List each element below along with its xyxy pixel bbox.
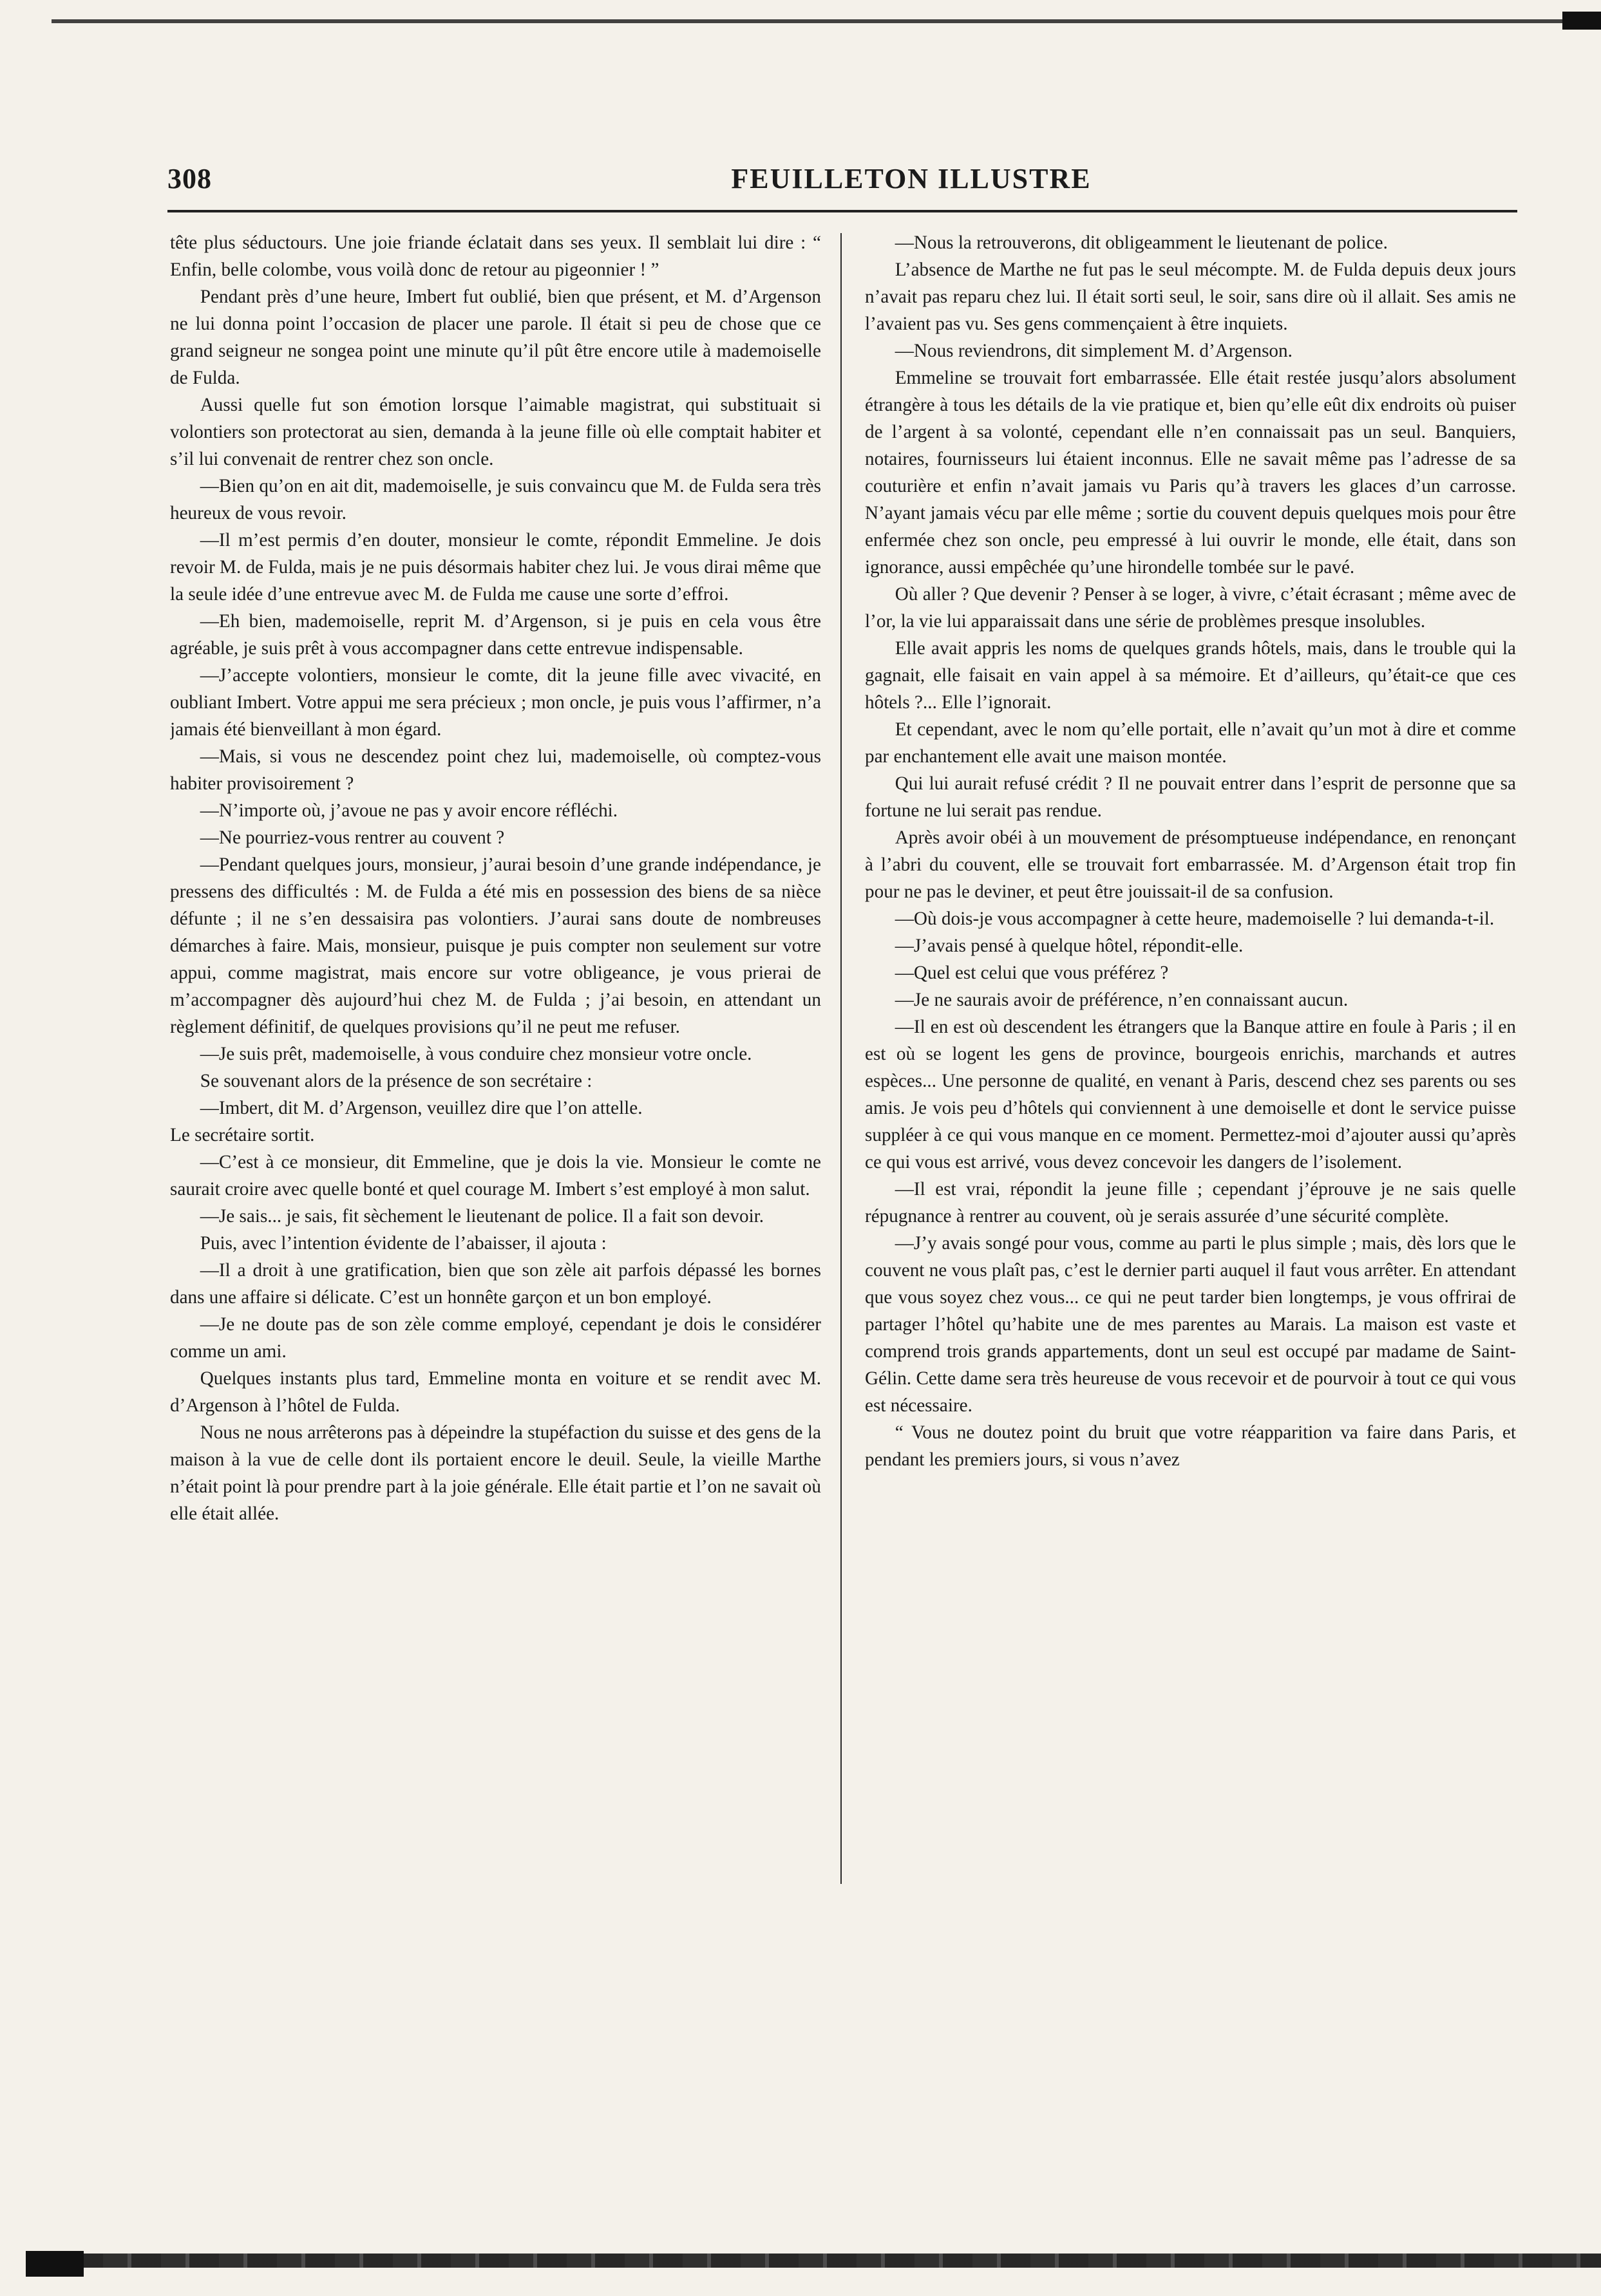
paragraph: Pendant près d’une heure, Imbert fut oublié, bien que présent, et M. d’Argenson ne lui donna point l’occasion de placer une parole. Il était si peu de chose que ce grand seigneur ne songea point une minute qu’il pût être encore utile à mademoiselle de Fulda. [170, 287, 821, 388]
paragraph: —Il est vrai, répondit la jeune fille ; cependant j’éprouve je ne sais quelle répugnance à rentrer au couvent, où je serais assurée d’une sécurité complète. [865, 1179, 1516, 1227]
paragraph: —Bien qu’on en ait dit, mademoiselle, je suis convaincu que M. de Fulda sera très heureux de vous revoir. [170, 476, 821, 523]
running-title: FEUILLETON ILLUSTRE [731, 163, 1092, 194]
paragraph: —Il a droit à une gratification, bien que son zèle ait parfois dépassé les bornes dans une affaire si délicate. C’est un honnête garçon et un bon employé. [170, 1260, 821, 1308]
paragraph: —C’est à ce monsieur, dit Emmeline, que je dois la vie. Monsieur le comte ne saurait croire avec quelle bonté et quel courage M. Imbert s’est employé à mon salut. [170, 1152, 821, 1200]
paragraph: Nous ne nous arrêterons pas à dépeindre la stupéfaction du suisse et des gens de la maison à la vue de celle dont ils portaient encore le deuil. Seule, la vieille Marthe n’était point là pour prendre part à la joie générale. Elle était partie et l’on ne savait où elle était allée. [170, 1422, 821, 1524]
paragraph: —N’importe où, j’avoue ne pas y avoir encore réfléchi. [200, 800, 618, 821]
paragraph: —Où dois-je vous accompagner à cette heure, mademoiselle ? lui demanda-t-il. [895, 908, 1495, 929]
paragraph: —Quel est celui que vous préférez ? [895, 963, 1169, 983]
bottom-border-rule [45, 2254, 1601, 2268]
paragraph: Puis, avec l’intention évidente de l’abaisser, il ajouta : [200, 1233, 607, 1254]
paragraph: —Je suis prêt, mademoiselle, à vous conduire chez monsieur votre oncle. [200, 1044, 752, 1064]
paragraph: Le secrétaire sortit. [170, 1125, 315, 1145]
paragraph: Après avoir obéi à un mouvement de présomptueuse indépendance, en renonçant à l’abri du couvent, elle se trouvait fort embarrassée. M. d’Argenson était trop fin pour ne pas le deviner, et peut être jouissait-il de sa confusion. [865, 827, 1516, 902]
paragraph: Quelques instants plus tard, Emmeline monta en voiture et se rendit avec M. d’Argenson à l’hôtel de Fulda. [170, 1368, 821, 1416]
paragraph: —Nous reviendrons, dit simplement M. d’Argenson. [895, 341, 1293, 361]
paragraph: —Ne pourriez-vous rentrer au couvent ? [200, 827, 505, 848]
bottom-border-mark [26, 2251, 84, 2277]
paragraph: Emmeline se trouvait fort embarrassée. Elle était restée jusqu’alors absolument étrangère à tous les détails de la vie pratique et, bien qu’elle eût dix endroits où puiser de l’argent à sa volonté, cependant elle n’en connaissait pas un seul. Banquiers, notaires, fournisseurs lui étaient inconnus. Elle ne savait même pas l’adresse de sa couturière et enfin n’avait jamais vu Paris qu’à travers les glaces d’un carrosse. N’ayant jamais vécu par elle même ; sortie du couvent depuis quelques mois pour être enfermée chez son oncle, peu empressé à lui ouvrir le monde, elle était, dans son ignorance, aussi empêchée qu’une hirondelle tombée sur le pavé. [865, 368, 1516, 578]
paragraph: —Il en est où descendent les étrangers que la Banque attire en foule à Paris ; il en est où se logent les gens de province, bourgeois enrichis, marchands et autres espèces... Une personne de qualité, en venant à Paris, descend chez ses parents ou ses amis. Je vois peu d’hôtels qui conviennent à une demoiselle et dont le service puisse suppléer à ce qui vous manque en ce moment. Permettez-moi d’ajouter aussi qu’après ce qui vous est arrivé, vous devez concevoir les dangers de l’isolement. [865, 1017, 1516, 1172]
paragraph: L’absence de Marthe ne fut pas le seul mécompte. M. de Fulda depuis deux jours n’avait pas reparu chez lui. Il était sorti seul, le soir, sans dire où il allait. Ses amis ne l’avaient pas vu. Ses gens commençaient à être inquiets. [865, 259, 1516, 334]
header-rule [167, 210, 1517, 212]
right-column [842, 229, 1516, 1884]
paragraph: Qui lui aurait refusé crédit ? Il ne pouvait entrer dans l’esprit de personne que sa fortune ne lui serait pas rendue. [865, 773, 1516, 821]
top-border-rule [52, 18, 1601, 24]
paragraph: —Mais, si vous ne descendez point chez lui, mademoiselle, où comptez-vous habiter provisoirement ? [170, 746, 821, 794]
paragraph: —J’avais pensé à quelque hôtel, répondit-elle. [895, 936, 1244, 956]
paragraph: Se souvenant alors de la présence de son secrétaire : [200, 1071, 592, 1091]
paragraph: —Eh bien, mademoiselle, reprit M. d’Argenson, si je puis en cela vous être agréable, je suis prêt à vous accompagner dans cette entrevue indispensable. [170, 611, 821, 659]
paragraph: —Il m’est permis d’en douter, monsieur le comte, répondit Emmeline. Je dois revoir M. de Fulda, mais je ne puis désormais habiter chez lui. Je vous dirai même que la seule idée d’une entrevue avec M. de Fulda me cause une sorte d’effroi. [170, 530, 821, 605]
paragraph: —Imbert, dit M. d’Argenson, veuillez dire que l’on attelle. [200, 1098, 643, 1118]
left-column [170, 229, 840, 1884]
paragraph: —Je sais... je sais, fit sèchement le lieutenant de police. Il a fait son devoir. [200, 1206, 764, 1227]
paragraph: —Nous la retrouverons, dit obligeamment le lieutenant de police. [895, 232, 1388, 253]
paragraph: Où aller ? Que devenir ? Penser à se loger, à vivre, c’était écrasant ; même avec de l’or, la vie lui apparaissait dans une série de problèmes presque insolubles. [865, 584, 1516, 632]
paragraph: tête plus séductours. Une joie friande éclatait dans ses yeux. Il semblait lui dire : “ Enfin, belle colombe, vous voilà donc de retour au pigeonnier ! ” [170, 232, 821, 280]
paragraph: Aussi quelle fut son émotion lorsque l’aimable magistrat, qui substituait si volontiers son protectorat au sien, demanda à la jeune fille où elle comptait habiter et s’il lui convenait de rentrer chez son oncle. [170, 395, 821, 469]
page-header [167, 162, 1513, 203]
paragraph: Et cependant, avec le nom qu’elle portait, elle n’avait qu’un mot à dire et comme par enchantement elle avait une maison montée. [865, 719, 1516, 767]
paragraph: —Je ne saurais avoir de préférence, n’en connaissant aucun. [895, 990, 1349, 1010]
page-number: 308 [167, 163, 212, 194]
text-columns [170, 229, 1516, 1884]
paragraph: —J’accepte volontiers, monsieur le comte, dit la jeune fille avec vivacité, en oubliant Imbert. Votre appui me sera précieux ; mon oncle, je puis vous l’affirmer, n’a jamais été bienveillant à mon égard. [170, 665, 821, 740]
paragraph: —J’y avais songé pour vous, comme au parti le plus simple ; mais, dès lors que le couvent ne vous plaît pas, c’est le dernier parti auquel il faut vous arrêter. En attendant que vous soyez chez vous... ce qui ne peut tarder bien longtemps, je vous offrirai de partager l’hôtel qu’habite une de mes parentes au Marais. La maison est vaste et comprend trois grands appartements, dont un seul est occupé par madame de Saint-Gélin. Cette dame sera très heureuse de vous recevoir et de pourvoir à tout ce qui vous est nécessaire. [865, 1233, 1516, 1416]
paragraph: —Pendant quelques jours, monsieur, j’aurai besoin d’une grande indépendance, je pressens des difficultés : M. de Fulda a été mis en possession des biens de sa nièce défunte ; il ne s’en dessaisira pas volontiers. J’aurai sans doute de nombreuses démarches à faire. Mais, monsieur, puisque je puis compter non seulement sur votre appui, comme magistrat, mais encore sur votre obligeance, je vous prierai de m’accompagner dès aujourd’hui chez M. de Fulda ; j’ai besoin, en attendant un règlement définitif, de quelques provisions qu’il ne peut me refuser. [170, 854, 821, 1037]
paragraph: —Je ne doute pas de son zèle comme employé, cependant je dois le considérer comme un ami. [170, 1314, 821, 1362]
paragraph: “ Vous ne doutez point du bruit que votre réapparition va faire dans Paris, et pendant les premiers jours, si vous n’avez [865, 1422, 1516, 1470]
top-border-mark [1562, 12, 1601, 30]
paragraph: Elle avait appris les noms de quelques grands hôtels, mais, dans le trouble qui la gagnait, elle faisait en vain appel à sa mémoire. Et d’ailleurs, qu’était-ce que ces hôtels ?... Elle l’ignorait. [865, 638, 1516, 713]
